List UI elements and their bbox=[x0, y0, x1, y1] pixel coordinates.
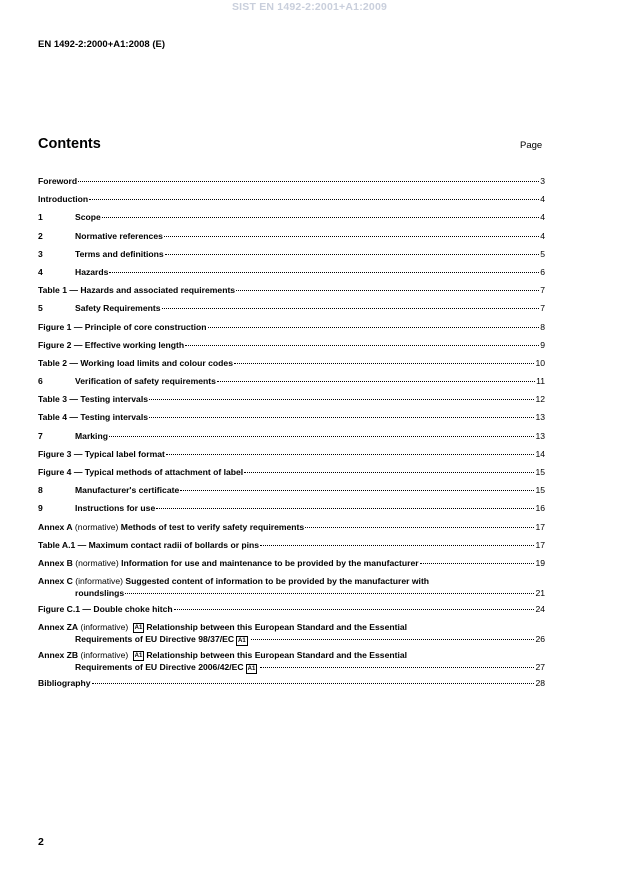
toc-leader bbox=[149, 399, 534, 400]
toc-entry-title: Hazards bbox=[75, 266, 109, 277]
toc-entry[interactable] bbox=[38, 576, 545, 604]
toc-leader bbox=[185, 345, 539, 346]
toc-section-number: 5 bbox=[38, 303, 43, 314]
toc-section-number: 3 bbox=[38, 248, 43, 259]
toc-entry-title: Figure 3 — Typical label format bbox=[38, 448, 165, 459]
toc-page-number: 10 bbox=[535, 357, 545, 368]
toc-entry[interactable] bbox=[38, 650, 545, 678]
toc-entry[interactable] bbox=[38, 622, 545, 650]
toc-section-number: 7 bbox=[38, 430, 43, 441]
annex-title-continuation: Requirements of EU Directive 98/37/EC bbox=[75, 634, 235, 645]
toc-leader bbox=[92, 683, 535, 684]
toc-entry-title: Introduction bbox=[38, 194, 89, 205]
toc-leader bbox=[244, 472, 534, 473]
toc-entry-title: Figure C.1 — Double choke hitch bbox=[38, 604, 173, 615]
document-id: EN 1492-2:2000+A1:2008 (E) bbox=[38, 39, 166, 50]
toc-entry[interactable] bbox=[38, 678, 545, 696]
annex-type: (informative) bbox=[72, 576, 126, 587]
annex-type: (informative) bbox=[78, 622, 131, 633]
toc-page-number: 3 bbox=[540, 176, 545, 186]
annex-type: (informative) bbox=[78, 650, 131, 661]
toc-entry-title: Instructions for use bbox=[75, 503, 156, 514]
toc-entry-title bbox=[38, 522, 304, 533]
toc-entry-title: Table 1 — Hazards and associated requirements bbox=[38, 285, 236, 296]
annex-title: Suggested content of information to be provided by the manufacturer with bbox=[125, 576, 430, 587]
toc-page-number: 4 bbox=[540, 194, 545, 205]
toc-entry-title: Table 3 — Testing intervals bbox=[38, 394, 148, 405]
toc-leader bbox=[180, 490, 534, 491]
toc-entry[interactable] bbox=[38, 231, 545, 249]
toc-entry[interactable] bbox=[38, 485, 545, 503]
toc-section-number: 9 bbox=[38, 503, 43, 514]
toc-leader bbox=[208, 327, 540, 328]
toc-leader bbox=[260, 545, 534, 546]
toc-leader bbox=[174, 609, 535, 610]
toc-leader bbox=[89, 199, 539, 200]
toc-page-number: 11 bbox=[536, 376, 545, 387]
toc-entry[interactable] bbox=[38, 540, 545, 558]
table-of-contents bbox=[38, 176, 545, 697]
toc-entry[interactable] bbox=[38, 376, 545, 394]
amendment-start-icon: A1 bbox=[134, 653, 143, 660]
toc-entry-title: Marking bbox=[75, 430, 108, 441]
toc-page-number: 8 bbox=[540, 321, 545, 332]
toc-leader bbox=[165, 254, 540, 255]
toc-leader bbox=[78, 181, 539, 182]
toc-leader bbox=[149, 417, 534, 418]
toc-leader bbox=[420, 563, 535, 564]
toc-entry[interactable] bbox=[38, 303, 545, 321]
amendment-start-icon: A1 bbox=[134, 625, 143, 632]
annex-label: Annex ZB bbox=[38, 650, 79, 661]
annex-type: (normative) bbox=[72, 557, 122, 568]
toc-page-number: 14 bbox=[535, 448, 545, 459]
toc-leader bbox=[164, 236, 539, 237]
toc-section-number: 8 bbox=[38, 485, 43, 496]
toc-leader bbox=[109, 272, 539, 273]
toc-section-number: 2 bbox=[38, 230, 43, 241]
annex-type: (normative) bbox=[72, 521, 121, 532]
toc-entry[interactable] bbox=[38, 194, 545, 212]
toc-entry-title: Table 2 — Working load limits and colour codes bbox=[38, 357, 233, 368]
toc-entry-title: Normative references bbox=[75, 230, 163, 241]
annex-title-continuation: roundslings bbox=[75, 588, 125, 599]
toc-entry[interactable] bbox=[38, 431, 545, 449]
toc-entry-title: Safety Requirements bbox=[75, 303, 161, 314]
toc-entry-title: Bibliography bbox=[38, 678, 91, 689]
toc-entry[interactable] bbox=[38, 394, 545, 412]
toc-entry[interactable] bbox=[38, 340, 545, 358]
toc-page-number: 24 bbox=[535, 604, 545, 615]
toc-page-number: 12 bbox=[535, 394, 545, 405]
toc-leader bbox=[125, 593, 534, 594]
toc-entry-title: Manufacturer's certificate bbox=[75, 485, 180, 496]
toc-entry[interactable] bbox=[38, 176, 545, 194]
toc-leader bbox=[162, 308, 540, 309]
toc-entry-title: Scope bbox=[75, 212, 101, 223]
toc-entry[interactable] bbox=[38, 249, 545, 267]
toc-entry[interactable] bbox=[38, 212, 545, 230]
toc-entry[interactable] bbox=[38, 522, 545, 540]
toc-entry[interactable] bbox=[38, 412, 545, 430]
annex-label: Annex C bbox=[38, 576, 73, 587]
toc-section-number: 1 bbox=[38, 212, 43, 223]
toc-leader bbox=[156, 508, 534, 509]
toc-page-number: 17 bbox=[535, 539, 545, 550]
toc-entry[interactable] bbox=[38, 558, 545, 576]
annex-title-continuation: Requirements of EU Directive 2006/42/EC bbox=[75, 662, 244, 673]
toc-page-number: 5 bbox=[540, 248, 545, 259]
annex-title: Relationship between this European Standard and the Essential bbox=[146, 650, 408, 661]
toc-page-number: 17 bbox=[535, 521, 545, 532]
toc-page-number: 7 bbox=[540, 303, 545, 314]
toc-page-number: 6 bbox=[540, 266, 545, 277]
toc-page-number: 9 bbox=[540, 339, 545, 350]
toc-entry[interactable] bbox=[38, 604, 545, 622]
toc-entry-title: Figure 1 — Principle of core construction bbox=[38, 321, 207, 332]
toc-entry[interactable] bbox=[38, 449, 545, 467]
toc-section-number: 4 bbox=[38, 266, 43, 277]
annex-title: Relationship between this European Standard and the Essential bbox=[146, 622, 408, 633]
toc-section-number: 6 bbox=[38, 376, 43, 387]
toc-leader bbox=[236, 290, 539, 291]
toc-entry-title: Figure 4 — Typical methods of attachment of label bbox=[38, 467, 244, 477]
footer-page-number: 2 bbox=[38, 836, 44, 848]
toc-leader bbox=[109, 436, 534, 437]
toc-page-number: 21 bbox=[535, 588, 545, 599]
toc-page-number: 13 bbox=[535, 430, 545, 441]
page-column-label: Page bbox=[520, 140, 543, 151]
toc-page-number: 27 bbox=[535, 662, 545, 673]
watermark: SIST EN 1492-2:2001+A1:2009 bbox=[231, 1, 388, 13]
toc-page-number: 4 bbox=[540, 230, 545, 241]
toc-entry[interactable] bbox=[38, 467, 545, 485]
contents-heading: Contents bbox=[38, 136, 101, 152]
toc-entry-title: Table A.1 — Maximum contact radii of bollards or pins bbox=[38, 539, 260, 550]
toc-entry-title: Table 4 — Testing intervals bbox=[38, 412, 148, 423]
toc-entry[interactable] bbox=[38, 358, 545, 376]
toc-entry-title bbox=[38, 622, 545, 633]
toc-entry[interactable] bbox=[38, 285, 545, 303]
toc-entry[interactable] bbox=[38, 267, 545, 285]
amendment-end-icon: A1 bbox=[238, 638, 246, 645]
toc-page-number: 13 bbox=[535, 412, 545, 423]
amendment-end-icon: A1 bbox=[247, 666, 256, 673]
toc-entry-title: Verification of safety requirements bbox=[75, 376, 216, 387]
toc-page-number: 19 bbox=[535, 557, 545, 568]
annex-label: Annex A bbox=[38, 521, 73, 532]
toc-entry-title: Foreword bbox=[38, 176, 78, 186]
toc-page-number: 28 bbox=[535, 678, 545, 689]
toc-leader bbox=[305, 527, 534, 528]
toc-entry-title bbox=[38, 558, 419, 569]
toc-page-number: 15 bbox=[535, 485, 545, 496]
toc-page-number: 26 bbox=[535, 634, 545, 645]
toc-page-number: 7 bbox=[540, 285, 545, 296]
toc-leader bbox=[234, 363, 534, 364]
toc-entry[interactable] bbox=[38, 503, 545, 521]
toc-entry-title: Figure 2 — Effective working length bbox=[38, 339, 185, 350]
toc-entry-title bbox=[38, 650, 545, 661]
annex-title: Information for use and maintenance to be provided by the manufacturer bbox=[121, 557, 419, 568]
toc-entry[interactable] bbox=[38, 322, 545, 340]
toc-leader bbox=[217, 381, 535, 382]
toc-page-number: 16 bbox=[535, 503, 545, 514]
toc-leader bbox=[166, 454, 535, 455]
toc-leader bbox=[260, 667, 534, 668]
toc-entry-title bbox=[38, 576, 545, 587]
toc-entry-title: Terms and definitions bbox=[75, 248, 164, 259]
toc-leader bbox=[102, 217, 539, 218]
toc-page-number: 15 bbox=[535, 467, 545, 477]
annex-title: Methods of test to verify safety requirements bbox=[120, 521, 305, 532]
toc-page-number: 4 bbox=[540, 212, 545, 223]
annex-label: Annex B bbox=[38, 557, 73, 568]
toc-leader bbox=[251, 639, 535, 640]
annex-label: Annex ZA bbox=[38, 622, 79, 633]
